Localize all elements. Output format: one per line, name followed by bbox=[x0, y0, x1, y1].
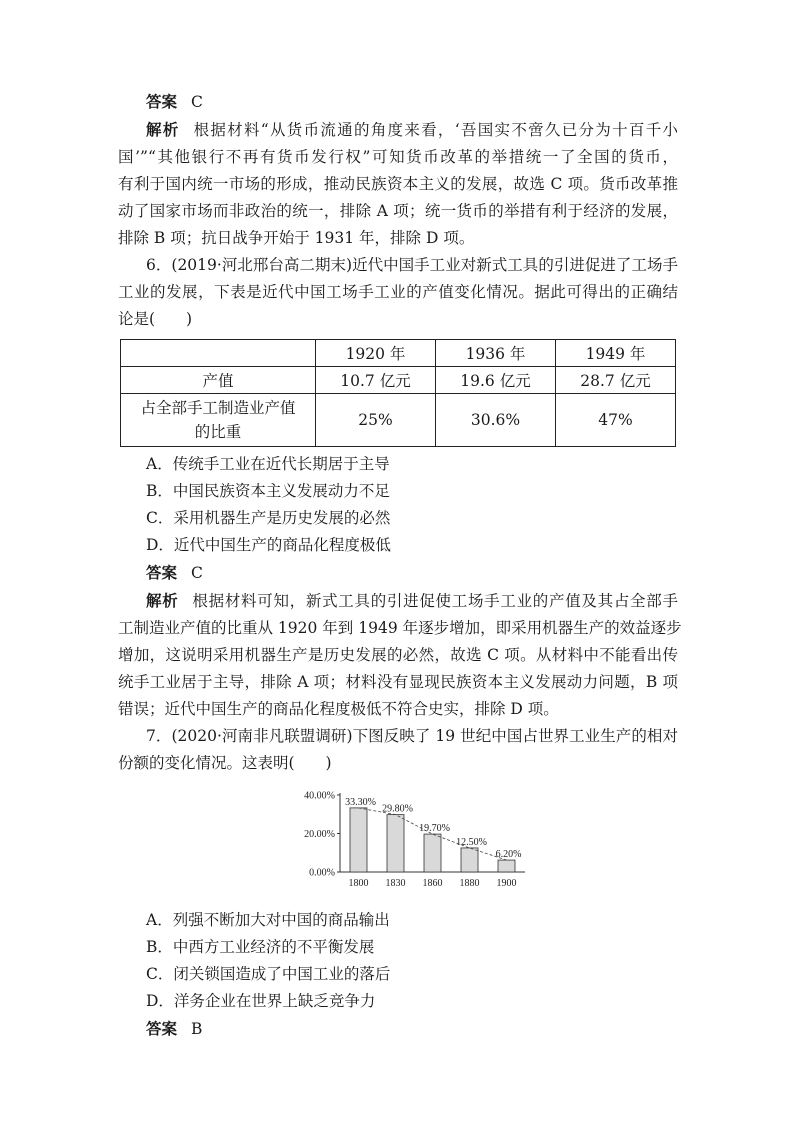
answer-label: 答案 bbox=[146, 92, 178, 111]
q6-option-b: B．中国民族资本主义发展动力不足 bbox=[146, 482, 390, 500]
table-header-cell: 1920 年 bbox=[316, 340, 436, 367]
q5-analysis-line: 解析 根据材料“从货币流通的角度来看，‘吾国实不啻久已分为十百千小 bbox=[146, 120, 678, 139]
bar bbox=[461, 848, 478, 872]
document-page bbox=[118, 88, 682, 1043]
x-tick-label: 1880 bbox=[459, 878, 480, 889]
q6-answer bbox=[118, 559, 678, 587]
answer-value: C bbox=[191, 564, 203, 582]
q7-option-b: B．中西方工业经济的不平衡发展 bbox=[146, 938, 375, 956]
q6-option-d: D．近代中国生产的商品化程度极低 bbox=[146, 536, 391, 554]
table-header-cell: 1936 年 bbox=[436, 340, 556, 367]
q6-option-c: C．采用机器生产是历史发展的必然 bbox=[146, 509, 391, 527]
q5-answer bbox=[118, 88, 678, 116]
answer-label: 答案 bbox=[146, 563, 178, 582]
q7-stem-line: 份额的变化情况。这表明( ) bbox=[118, 754, 332, 772]
q5-analysis-line: 国’”“其他银行不再有货币发行权”可知货币改革的举措统一了全国的货币， bbox=[118, 148, 678, 166]
x-tick-label: 1800 bbox=[348, 878, 369, 889]
q6-stem-line: 工业的发展，下表是近代中国工场手工业的产值变化情况。据此可得出的正确结 bbox=[118, 283, 678, 301]
bar bbox=[424, 834, 441, 872]
q6-analysis-line: 解析 根据材料可知，新式工具的引进促使工场手工业的产值及其占全部手 bbox=[146, 591, 678, 610]
table-row-label: 占全部手工制造业产值 的比重 bbox=[121, 394, 316, 447]
table-header-row bbox=[121, 340, 676, 367]
table-header-cell: 1949 年 bbox=[556, 340, 676, 367]
q7-option-d: D．洋务企业在世界上缺乏竞争力 bbox=[146, 992, 376, 1010]
bar bbox=[498, 860, 515, 872]
data-label: 33.30% bbox=[345, 796, 376, 808]
table-cell: 30.6% bbox=[436, 394, 556, 447]
q6-analysis-line: 统手工业居于主导，排除 A 项；材料没有显现民族资本主义发展动力问题，B 项 bbox=[118, 673, 678, 691]
y-tick-label: 20.00% bbox=[304, 829, 335, 840]
bar bbox=[350, 808, 367, 872]
y-tick-label: 40.00% bbox=[304, 790, 335, 802]
q6-stem-line: 论是( ) bbox=[118, 310, 193, 328]
answer-value: C bbox=[191, 93, 203, 111]
q7-bar-chart bbox=[290, 787, 540, 897]
table-row bbox=[121, 367, 676, 394]
table-cell: 25% bbox=[316, 394, 436, 447]
data-label: 29.80% bbox=[382, 803, 413, 815]
x-tick-label: 1900 bbox=[496, 878, 517, 889]
table-row bbox=[121, 394, 676, 447]
x-tick-label: 1860 bbox=[422, 878, 443, 889]
analysis-label: 解析 bbox=[146, 591, 179, 610]
q6-analysis-line: 增加，这说明采用机器生产是历史发展的必然，故选 C 项。从材料中不能看出传 bbox=[118, 646, 678, 664]
table-cell: 47% bbox=[556, 394, 676, 447]
q6-data-table bbox=[120, 339, 676, 447]
answer-label: 答案 bbox=[146, 1019, 178, 1038]
answer-value: B bbox=[191, 1020, 203, 1038]
q6-option-a: A．传统手工业在近代长期居于主导 bbox=[146, 455, 390, 473]
q7-option-c: C．闭关锁国造成了中国工业的落后 bbox=[146, 965, 391, 983]
x-tick-label: 1830 bbox=[385, 878, 406, 889]
data-label: 12.50% bbox=[456, 836, 487, 848]
q5-analysis-line: 有利于国内统一市场的形成，推动民族资本主义的发展，故选 C 项。货币改革推 bbox=[118, 175, 678, 193]
table-cell: 10.7 亿元 bbox=[316, 367, 436, 394]
q6-analysis-line: 错误；近代中国生产的商品化程度极低不符合史实，排除 D 项。 bbox=[118, 700, 559, 718]
analysis-label: 解析 bbox=[146, 120, 180, 139]
bar-chart-svg bbox=[290, 787, 540, 897]
q7-stem-line: 7．(2020·河南非凡联盟调研)下图反映了 19 世纪中国占世界工业生产的相对 bbox=[146, 727, 678, 745]
table-row-label: 产值 bbox=[121, 367, 316, 394]
table-cell: 19.6 亿元 bbox=[436, 367, 556, 394]
data-label: 19.70% bbox=[419, 823, 450, 835]
q7-answer bbox=[118, 1015, 678, 1043]
table-header-cell bbox=[121, 340, 316, 367]
q5-analysis-line: 动了国家市场而非政治的统一，排除 A 项；统一货币的举措有利于经济的发展， bbox=[118, 202, 678, 220]
q7-option-a: A．列强不断加大对中国的商品输出 bbox=[146, 911, 390, 929]
q5-analysis-line: 排除 B 项；抗日战争开始于 1931 年，排除 D 项。 bbox=[118, 229, 475, 247]
data-label: 6.20% bbox=[495, 849, 522, 861]
q6-analysis-line: 工制造业产值的比重从 1920 年到 1949 年逐步增加，即采用机器生产的效益逐步 bbox=[118, 619, 682, 637]
table-cell: 28.7 亿元 bbox=[556, 367, 676, 394]
y-tick-label: 0.00% bbox=[309, 867, 335, 879]
q6-stem-line: 6．(2019·河北邢台高二期末)近代中国手工业对新式工具的引进促进了工场手 bbox=[146, 256, 678, 274]
bar bbox=[387, 815, 404, 872]
